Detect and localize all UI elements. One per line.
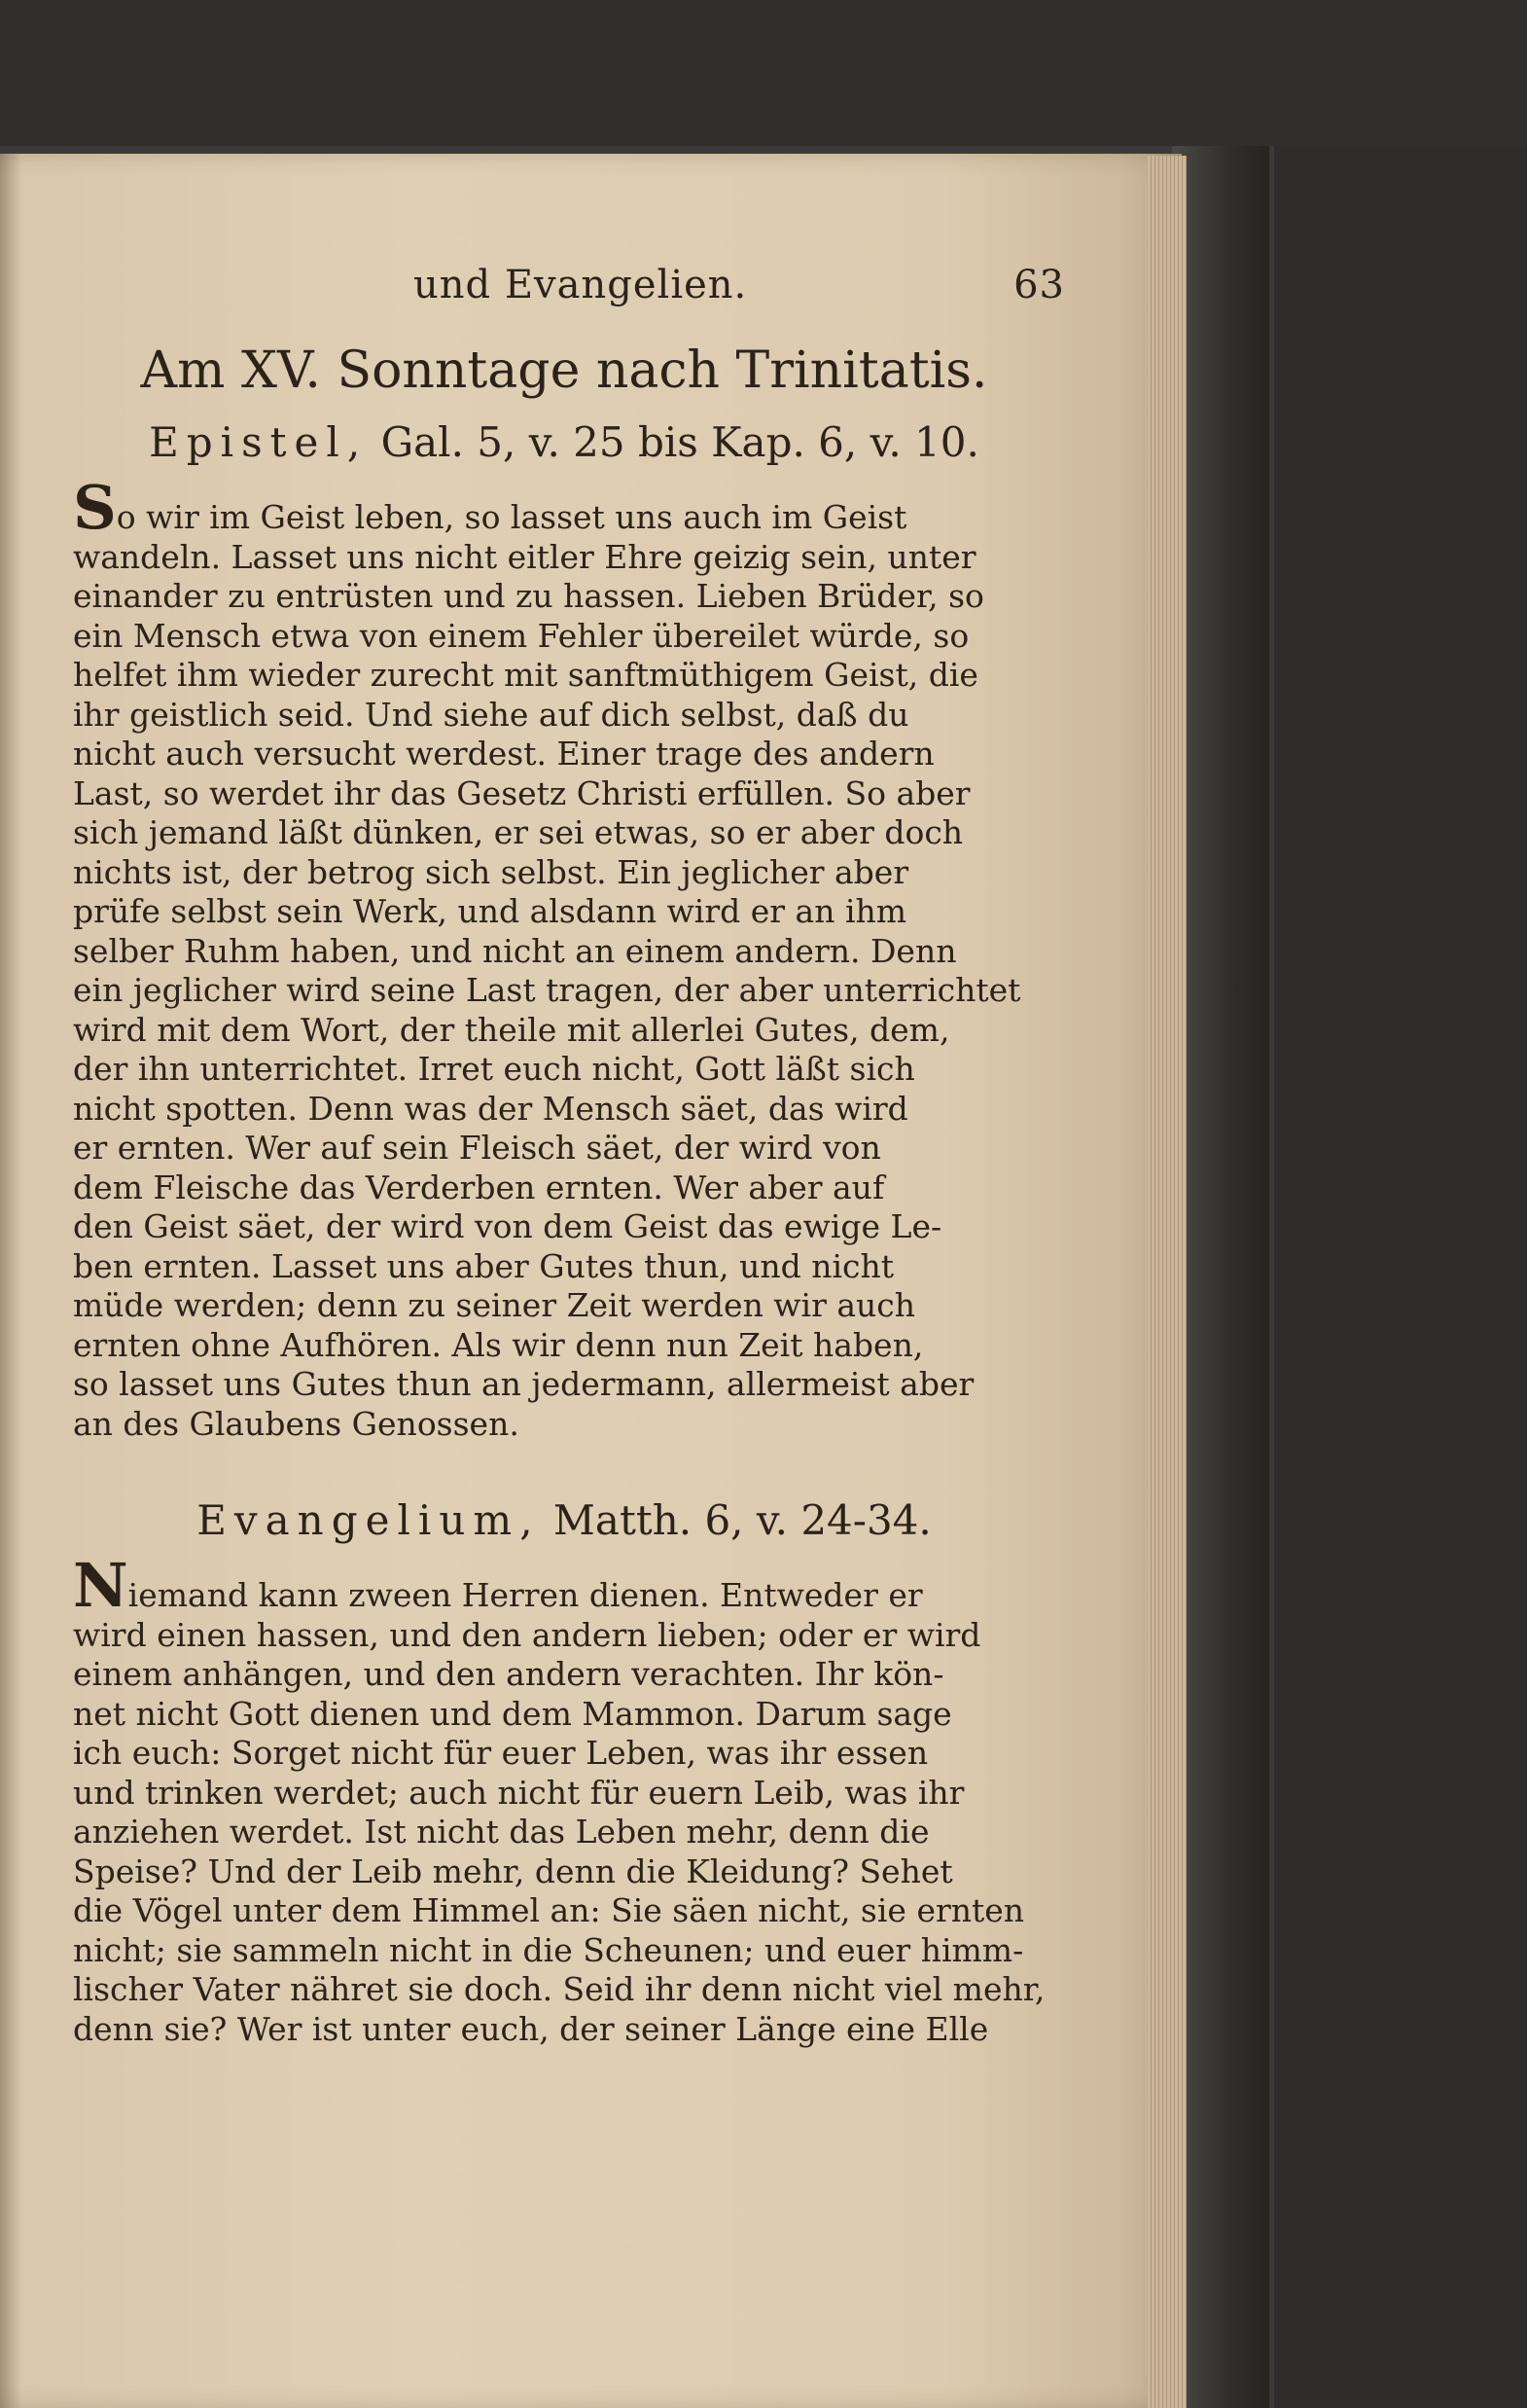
gospel-line-text: iemand kann zween Herren dienen. Entweder er — [127, 1576, 923, 1614]
gospel-line — [73, 1852, 1055, 1892]
gospel-line-text: die Vögel unter dem Himmel an: Sie säen nicht, sie ernten — [73, 1891, 1025, 1929]
gospel-line-text: einem anhängen, und den andern verachten. Ihr kön- — [73, 1655, 944, 1693]
epistle-line-text: Last, so werdet ihr das Gesetz Christi erfüllen. So aber — [73, 773, 971, 812]
epistle-line — [73, 1286, 1055, 1326]
epistle-line-text: einander zu entrüsten und zu hassen. Lieben Brüder, so — [73, 577, 984, 615]
epistle-heading — [73, 413, 1055, 473]
epistle-line-text: nicht auch versucht werdest. Einer trage des andern — [73, 735, 935, 773]
epistle-line-text: müde werden; denn zu seiner Zeit werden wir auch — [73, 1286, 916, 1324]
epistle-line-text: er ernten. Wer auf sein Fleisch säet, der wird von — [73, 1129, 881, 1167]
epistle-line — [73, 774, 1055, 814]
epistle-line — [73, 1011, 1055, 1051]
backdrop — [0, 0, 1527, 146]
epistle-line-text: wird mit dem Wort, der theile mit allerlei Gutes, dem, — [73, 1010, 950, 1049]
gospel-line — [73, 1931, 1055, 1971]
epistle-line-text: ben ernten. Lasset uns aber Gutes thun, und nicht — [73, 1246, 894, 1285]
epistle-line — [73, 656, 1055, 696]
sunday-title: Am XV. Sonntage nach Trinitatis. — [140, 341, 988, 400]
epistle-line — [73, 1050, 1055, 1090]
cover-board — [1172, 146, 1269, 2408]
running-head-title: und Evangelien. — [413, 263, 748, 307]
epistle-line-text: o wir im Geist leben, so lasset uns auch im Geist — [116, 498, 907, 536]
epistle-reference: Gal. 5, v. 25 bis Kap. 6, v. 10. — [380, 418, 979, 466]
epistle-line — [73, 1326, 1055, 1366]
epistle-line — [73, 538, 1055, 578]
gospel-line — [73, 1813, 1055, 1852]
gospel-line — [73, 2010, 1055, 2050]
epistle-line — [73, 892, 1055, 932]
epistle-line-text: ein Mensch etwa von einem Fehler übereilet würde, so — [73, 616, 970, 655]
epistle-line-text: ein jeglicher wird seine Last tragen, der aber unterrichtet — [73, 971, 1021, 1009]
epistle-line-text: selber Ruhm haben, und nicht an einem andern. Denn — [73, 931, 957, 970]
epistle-line — [73, 696, 1055, 736]
gospel-reference: Matth. 6, v. 24-34. — [552, 1496, 932, 1544]
gospel-line — [73, 1970, 1055, 2010]
gospel-line-text: Speise? Und der Leib mehr, denn die Kleidung? Sehet — [73, 1851, 953, 1890]
epistle-text — [73, 472, 1055, 1444]
epistle-line — [73, 971, 1055, 1011]
epistle-dropcap: S — [73, 472, 117, 543]
gospel-line-text: net nicht Gott dienen und dem Mammon. Darum sage — [73, 1694, 952, 1733]
epistle-line-text: prüfe selbst sein Werk, und alsdann wird er an ihm — [73, 892, 907, 930]
gospel-heading — [73, 1491, 1055, 1551]
epistle-line — [73, 1090, 1055, 1130]
gospel-line — [73, 1655, 1055, 1695]
epistle-line — [73, 472, 1055, 543]
epistle-line — [73, 1405, 1055, 1445]
gospel-line — [73, 1891, 1055, 1931]
epistle-line — [73, 617, 1055, 657]
running-head — [73, 263, 1065, 321]
page-edges — [1148, 156, 1187, 2408]
epistle-line — [73, 1247, 1055, 1287]
epistle-line-text: nichts ist, der betrog sich selbst. Ein jeglicher aber — [73, 852, 909, 891]
epistle-line-text: ernten ohne Aufhören. Als wir denn nun Zeit haben, — [73, 1325, 924, 1364]
gospel-line — [73, 1734, 1055, 1774]
epistle-line — [73, 735, 1055, 774]
gospel-label: Evangelium, — [196, 1496, 541, 1544]
gospel-line-text: nicht; sie sammeln nicht in die Scheunen; und euer himm- — [73, 1930, 1024, 1969]
gospel-line-text: anziehen werdet. Ist nicht das Leben mehr, denn die — [73, 1813, 930, 1851]
gospel-line — [73, 1616, 1055, 1656]
epistle-line-text: sich jemand läßt dünken, er sei etwas, so er aber doch — [73, 813, 964, 851]
epistle-line-text: ihr geistlich seid. Und siehe auf dich selbst, daß du — [73, 695, 909, 734]
gospel-line — [73, 1774, 1055, 1814]
page-text — [73, 263, 1065, 2049]
epistle-line — [73, 932, 1055, 972]
epistle-line — [73, 1207, 1055, 1247]
epistle-line-text: helfet ihm wieder zurecht mit sanftmüthigem Geist, die — [73, 656, 978, 694]
gospel-line-text: ich euch: Sorget nicht für euer Leben, was ihr essen — [73, 1734, 929, 1772]
gospel-line-text: lischer Vater nähret sie doch. Seid ihr denn nicht viel mehr, — [73, 1970, 1046, 2008]
epistle-line-text: wandeln. Lasset uns nicht eitler Ehre geizig sein, unter — [73, 537, 977, 576]
epistle-line — [73, 577, 1055, 617]
epistle-line — [73, 1129, 1055, 1168]
gospel-text — [73, 1550, 1055, 2049]
epistle-line-text: dem Fleische das Verderben ernten. Wer aber auf — [73, 1168, 885, 1206]
gospel-line-text: denn sie? Wer ist unter euch, der seiner Länge eine Elle — [73, 2009, 989, 2048]
gospel-line — [73, 1550, 1055, 1621]
epistle-label: Epistel, — [149, 418, 369, 466]
gospel-line — [73, 1695, 1055, 1735]
epistle-line-text: nicht spotten. Denn was der Mensch säet, das wird — [73, 1089, 908, 1128]
gospel-line-text: wird einen hassen, und den andern lieben; oder er wird — [73, 1615, 981, 1654]
epistle-line-text: der ihn unterrichtet. Irret euch nicht, Gott läßt sich — [73, 1050, 915, 1088]
epistle-line-text: so lasset uns Gutes thun an jedermann, allermeist aber — [73, 1365, 975, 1403]
gospel-dropcap: N — [73, 1550, 128, 1621]
epistle-line — [73, 1365, 1055, 1405]
spine-shadow — [0, 154, 21, 2408]
epistle-line — [73, 853, 1055, 893]
epistle-line-text: an des Glaubens Genossen. — [73, 1404, 519, 1443]
epistle-line — [73, 1168, 1055, 1208]
gospel-line-text: und trinken werdet; auch nicht für euern Leib, was ihr — [73, 1773, 965, 1812]
page-number: 63 — [1013, 263, 1065, 307]
epistle-line — [73, 813, 1055, 853]
epistle-line-text: den Geist säet, der wird von dem Geist das ewige Le- — [73, 1207, 942, 1245]
